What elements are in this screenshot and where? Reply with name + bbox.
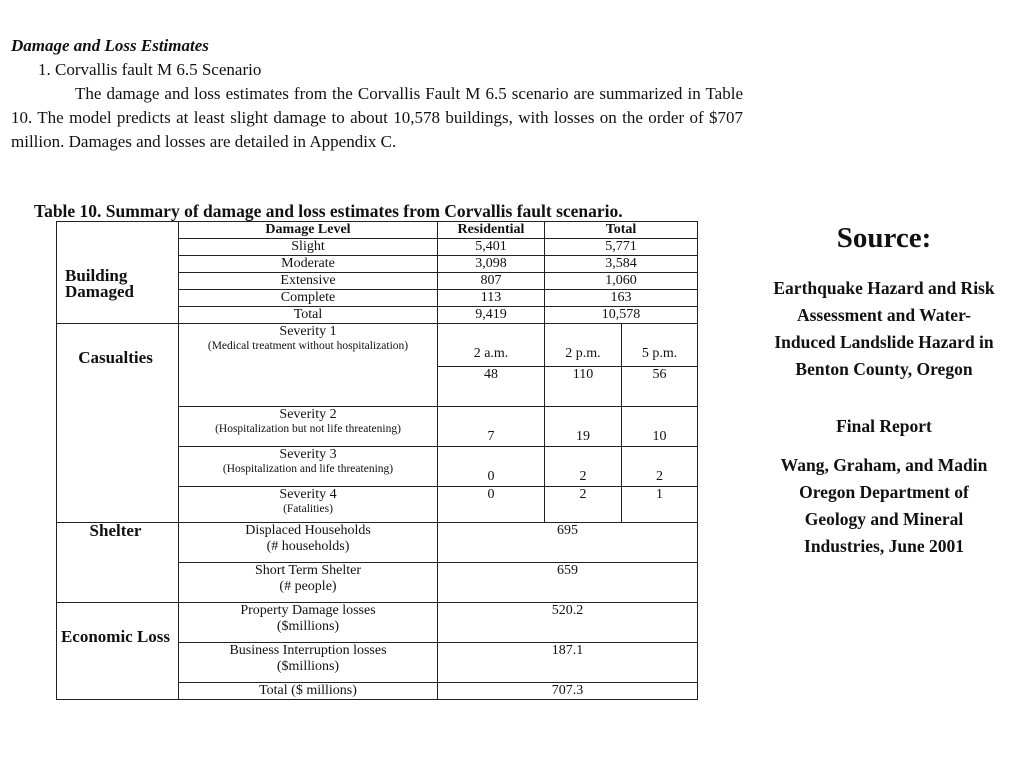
source-publisher: Oregon Department of Geology and Mineral Industries, June 2001 [799, 482, 969, 556]
source-authors: Wang, Graham, and Madin [780, 455, 988, 475]
category-building-damaged: Building Damaged [57, 222, 179, 324]
severity-label: Severity 3 [279, 447, 337, 462]
severity-cell [179, 407, 438, 447]
shelter-value: 659 [438, 563, 698, 603]
residential-cell: 5,401 [438, 239, 545, 256]
severity-label: Severity 2 [279, 407, 337, 422]
shelter-unit: (# people) [279, 579, 337, 594]
severity-note: (Fatalities) [283, 503, 333, 515]
damage-level-cell: Total [179, 307, 438, 324]
time-5pm: 5 p.m. [622, 324, 698, 367]
source-title: Source: [836, 222, 932, 254]
time-2am: 2 a.m. [438, 324, 545, 367]
total-cell: 5,771 [545, 239, 698, 256]
shelter-label: Displaced Households [245, 523, 371, 538]
casualty-value: 7 [438, 407, 545, 447]
casualty-value: 110 [545, 367, 622, 407]
category-shelter: Shelter [57, 523, 179, 603]
source-report-title: Earthquake Hazard and Risk Assessment and Water-Induced Landslide Hazard in Benton County, Oregon [773, 278, 995, 379]
damage-loss-table [56, 221, 698, 700]
total-cell: 163 [545, 290, 698, 307]
shelter-label: Short Term Shelter [254, 563, 362, 578]
economic-value: 707.3 [438, 683, 698, 700]
economic-label-cell [179, 683, 438, 700]
damage-level-cell: Complete [179, 290, 438, 307]
header-total: Total [545, 222, 698, 239]
residential-cell: 113 [438, 290, 545, 307]
time-2pm: 2 p.m. [545, 324, 622, 367]
category-economic-loss: Economic Loss [57, 603, 179, 700]
summary-paragraph: The damage and loss estimates from the Corvallis Fault M 6.5 scenario are summarized in Table 10. The model predicts at least slight damage to about 10,578 buildings, with losses on the order of $707 million. Damages and losses are detailed in Appendix C. [11, 84, 743, 151]
category-casualties: Casualties [57, 324, 179, 523]
table-row [57, 603, 698, 643]
casualty-value: 10 [622, 407, 698, 447]
total-cell: 10,578 [545, 307, 698, 324]
shelter-label-cell [179, 563, 438, 603]
residential-cell: 807 [438, 273, 545, 290]
section-heading: Damage and Loss Estimates [11, 36, 209, 55]
shelter-unit: (# households) [266, 539, 350, 554]
table-caption: Table 10. Summary of damage and loss estimates from Corvallis fault scenario. [34, 201, 623, 221]
shelter-label-cell [179, 523, 438, 563]
severity-note: (Hospitalization and life threatening) [222, 463, 394, 475]
severity-note: (Medical treatment without hospitalization) [207, 340, 409, 352]
source-report-type: Final Report [836, 416, 932, 436]
damage-level-cell: Moderate [179, 256, 438, 273]
severity-cell [179, 487, 438, 523]
severity-note: (Hospitalization but not life threatening) [215, 423, 401, 435]
source-block [768, 222, 1000, 560]
table-row [57, 523, 698, 563]
total-cell: 3,584 [545, 256, 698, 273]
damage-level-cell: Slight [179, 239, 438, 256]
economic-value: 520.2 [438, 603, 698, 643]
severity-cell [179, 447, 438, 487]
header-residential: Residential [438, 222, 545, 239]
severity-label: Severity 4 [279, 487, 337, 502]
casualty-value: 1 [622, 487, 698, 523]
economic-label: Total ($ millions) [259, 683, 357, 698]
casualty-value: 2 [545, 487, 622, 523]
scenario-subheading: 1. Corvallis fault M 6.5 Scenario [38, 60, 262, 79]
table-row [57, 324, 698, 367]
casualty-value: 0 [438, 487, 545, 523]
damage-level-cell: Extensive [179, 273, 438, 290]
table-row [57, 222, 698, 239]
economic-unit: ($millions) [276, 619, 340, 634]
casualty-value: 19 [545, 407, 622, 447]
severity-label: Severity 1 [279, 324, 337, 339]
economic-label: Business Interruption losses [229, 643, 387, 658]
residential-cell: 9,419 [438, 307, 545, 324]
casualty-value: 56 [622, 367, 698, 407]
casualty-value: 0 [438, 447, 545, 487]
residential-cell: 3,098 [438, 256, 545, 273]
severity-cell [179, 324, 438, 407]
economic-label: Property Damage losses [240, 603, 376, 618]
header-damage-level: Damage Level [179, 222, 438, 239]
casualty-value: 2 [622, 447, 698, 487]
casualty-value: 48 [438, 367, 545, 407]
total-cell: 1,060 [545, 273, 698, 290]
economic-value: 187.1 [438, 643, 698, 683]
casualty-value: 2 [545, 447, 622, 487]
economic-unit: ($millions) [276, 659, 340, 674]
economic-label-cell [179, 643, 438, 683]
economic-label-cell [179, 603, 438, 643]
shelter-value: 695 [438, 523, 698, 563]
